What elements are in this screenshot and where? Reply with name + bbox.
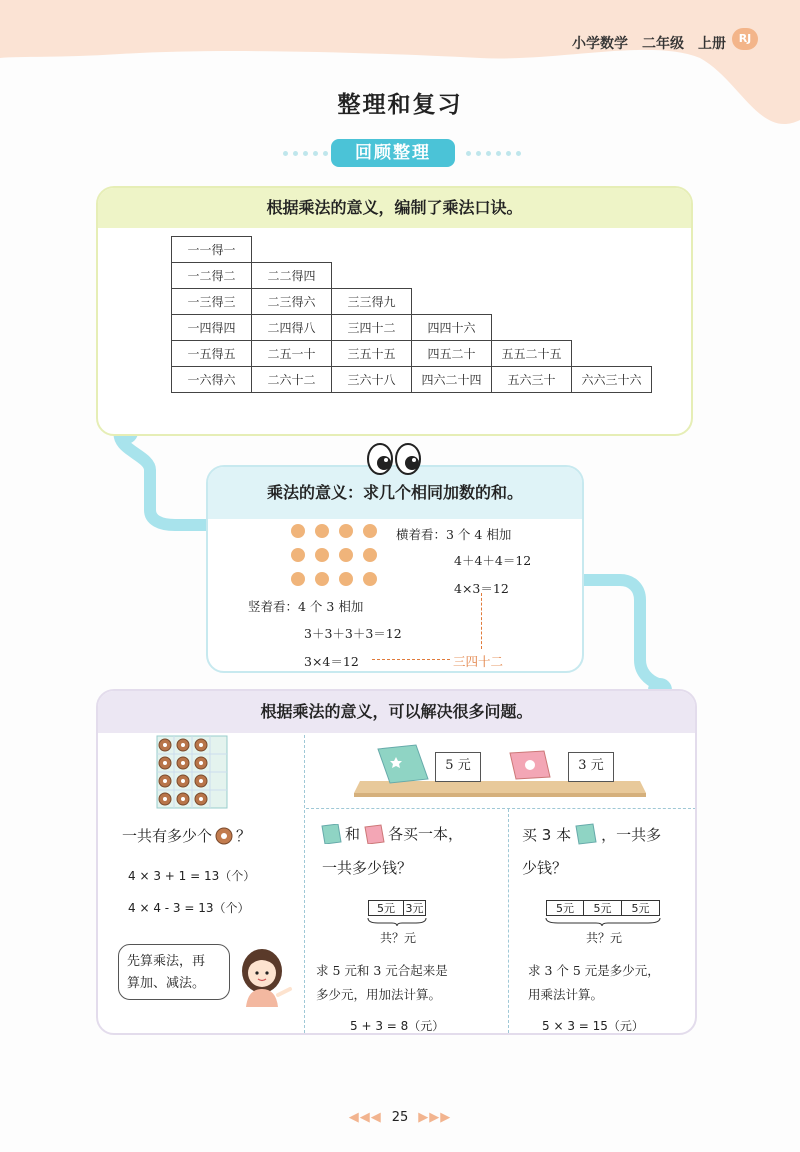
table-cell: 一一得一 xyxy=(172,237,252,263)
equation-2: 4 × 4 - 3 = 13（个） xyxy=(128,901,250,915)
table-cell: 六六三十六 xyxy=(572,367,652,393)
multiplication-rhyme-table xyxy=(171,236,652,393)
empty-cell xyxy=(412,263,492,289)
brace-icon xyxy=(544,917,662,927)
and-text: 和 xyxy=(345,825,361,843)
empty-cell xyxy=(252,237,332,263)
volume-label: 上册 xyxy=(698,36,726,52)
vertical-multiplication: 3×4＝12 xyxy=(304,654,359,669)
table-row xyxy=(172,315,652,341)
mid-equation: 5 + 3 = 8（元） xyxy=(350,1019,445,1033)
table-cell: 四五二十 xyxy=(412,341,492,367)
table-cell: 三四十二 xyxy=(332,315,412,341)
mid-explain-1: 求 5 元和 3 元合起来是 xyxy=(316,963,448,978)
right-question-line-1 xyxy=(522,823,661,845)
bubble-line-2: 算加、减法。 xyxy=(127,976,206,991)
bar-segment-5: 5元 xyxy=(546,900,584,916)
table-row xyxy=(172,341,652,367)
right-arrows-icon: ▶▶▶ xyxy=(418,1110,452,1125)
right-equation: 5 × 3 = 15（元） xyxy=(542,1019,644,1033)
empty-cell xyxy=(572,315,652,341)
page-title: 整理和复习 xyxy=(337,92,463,118)
right-question-line-2: 少钱？ xyxy=(522,859,568,877)
empty-cell xyxy=(412,289,492,315)
link-dashed-line xyxy=(372,659,450,660)
empty-cell xyxy=(572,263,652,289)
table-cell: 三五十五 xyxy=(332,341,412,367)
table-cell: 四六二十四 xyxy=(412,367,492,393)
section-label: 回顾整理 xyxy=(331,139,455,167)
divider-vertical-right xyxy=(508,809,509,1033)
right-explain-2: 用乘法计算。 xyxy=(528,987,604,1002)
horizontal-addition: 4＋4＋4＝12 xyxy=(454,553,532,568)
right-explain-1: 求 3 个 5 元是多少元， xyxy=(528,963,660,978)
dot-array-3x4 xyxy=(288,519,388,591)
top-wave-decoration xyxy=(0,0,800,160)
mid-question-line-1 xyxy=(320,823,463,844)
table-cell: 一四得四 xyxy=(172,315,252,341)
empty-cell xyxy=(332,263,412,289)
buy-three-text: 买 3 本 xyxy=(522,825,572,844)
donut-grid-image xyxy=(156,735,228,809)
horizontal-multiplication: 4×3＝12 xyxy=(454,581,509,596)
grade-label: 二年级 xyxy=(642,36,684,52)
eyes-icon xyxy=(366,441,424,477)
donut-question xyxy=(122,825,251,846)
page-footer xyxy=(0,1110,800,1125)
right-total-label: 共？元 xyxy=(586,931,623,945)
problem-solving-panel xyxy=(96,689,697,1035)
price-tag-green-book: 5 元 xyxy=(435,752,481,782)
right-dots-decoration xyxy=(466,151,521,157)
girl-character-image xyxy=(232,945,296,1009)
table-cell: 五六三十 xyxy=(492,367,572,393)
table-cell: 二六十二 xyxy=(252,367,332,393)
empty-cell xyxy=(572,237,652,263)
bar-segment-5: 5元 xyxy=(622,900,660,916)
question-mark: ？ xyxy=(236,827,252,845)
mid-total-label: 共？元 xyxy=(380,931,417,945)
table-row xyxy=(172,289,652,315)
price-tag-pink-book: 3 元 xyxy=(568,752,614,782)
table-row xyxy=(172,237,652,263)
horizontal-view-label: 横着看：3 个 4 相加 xyxy=(396,527,512,542)
question-text: 一共有多少个 xyxy=(122,827,213,845)
edition-badge: RJ xyxy=(732,28,758,50)
empty-cell xyxy=(332,237,412,263)
empty-cell xyxy=(492,315,572,341)
panel-heading: 根据乘法的意义，可以解决很多问题。 xyxy=(98,691,695,733)
panel-heading: 乘法的意义：求几个相同加数的和。 xyxy=(208,467,582,519)
mid-bar-model xyxy=(368,900,426,916)
table-cell: 三六十八 xyxy=(332,367,412,393)
donut-icon xyxy=(214,826,234,846)
table-cell: 一六得六 xyxy=(172,367,252,393)
page-number: 25 xyxy=(391,1110,409,1125)
each-buy-text: 各买一本， xyxy=(388,825,464,843)
mid-question-line-2: 一共多少钱？ xyxy=(322,859,413,877)
table-cell: 五五二十五 xyxy=(492,341,572,367)
table-cell: 二二得四 xyxy=(252,263,332,289)
multiplication-meaning-panel xyxy=(206,465,584,673)
book-header xyxy=(572,33,726,53)
empty-cell xyxy=(572,341,652,367)
brace-icon xyxy=(366,917,428,927)
equation-1: 4 × 3 + 1 = 13（个） xyxy=(128,869,256,883)
mid-explain-2: 多少元，用加法计算。 xyxy=(316,987,442,1002)
table-cell: 二三得六 xyxy=(252,289,332,315)
empty-cell xyxy=(572,289,652,315)
table-cell: 四四十六 xyxy=(412,315,492,341)
left-arrows-icon: ◀◀◀ xyxy=(348,1110,382,1125)
table-cell: 一二得二 xyxy=(172,263,252,289)
bar-segment-5: 5元 xyxy=(368,900,404,916)
panel-heading: 根据乘法的意义，编制了乘法口诀。 xyxy=(98,188,691,228)
left-dots-decoration xyxy=(283,151,338,157)
multiplication-table-panel xyxy=(96,186,693,436)
table-cell: 二五一十 xyxy=(252,341,332,367)
table-cell: 二四得八 xyxy=(252,315,332,341)
table-row xyxy=(172,263,652,289)
vertical-addition: 3＋3＋3＋3＝12 xyxy=(304,626,402,641)
empty-cell xyxy=(492,237,572,263)
rhyme-label: 三四十二 xyxy=(453,654,504,669)
pink-book-icon xyxy=(363,824,385,844)
bar-segment-3: 3元 xyxy=(404,900,426,916)
empty-cell xyxy=(492,263,572,289)
subject-label: 小学数学 xyxy=(572,36,628,52)
table-cell: 一三得三 xyxy=(172,289,252,315)
right-bar-model xyxy=(546,900,660,916)
bubble-line-1: 先算乘法，再 xyxy=(127,954,206,969)
link-dashed-line-vertical xyxy=(481,593,482,649)
empty-cell xyxy=(492,289,572,315)
table-row xyxy=(172,367,652,393)
table-cell: 一五得五 xyxy=(172,341,252,367)
divider-vertical xyxy=(304,735,305,1033)
total-how-much-text: ，一共多 xyxy=(601,825,662,844)
green-book-icon xyxy=(574,823,598,845)
speech-bubble xyxy=(118,944,230,1000)
bar-segment-5: 5元 xyxy=(584,900,622,916)
green-book-icon xyxy=(320,824,342,844)
divider-horizontal xyxy=(306,808,696,809)
empty-cell xyxy=(412,237,492,263)
table-cell: 三三得九 xyxy=(332,289,412,315)
vertical-view-label: 竖着看：4 个 3 相加 xyxy=(248,599,364,614)
